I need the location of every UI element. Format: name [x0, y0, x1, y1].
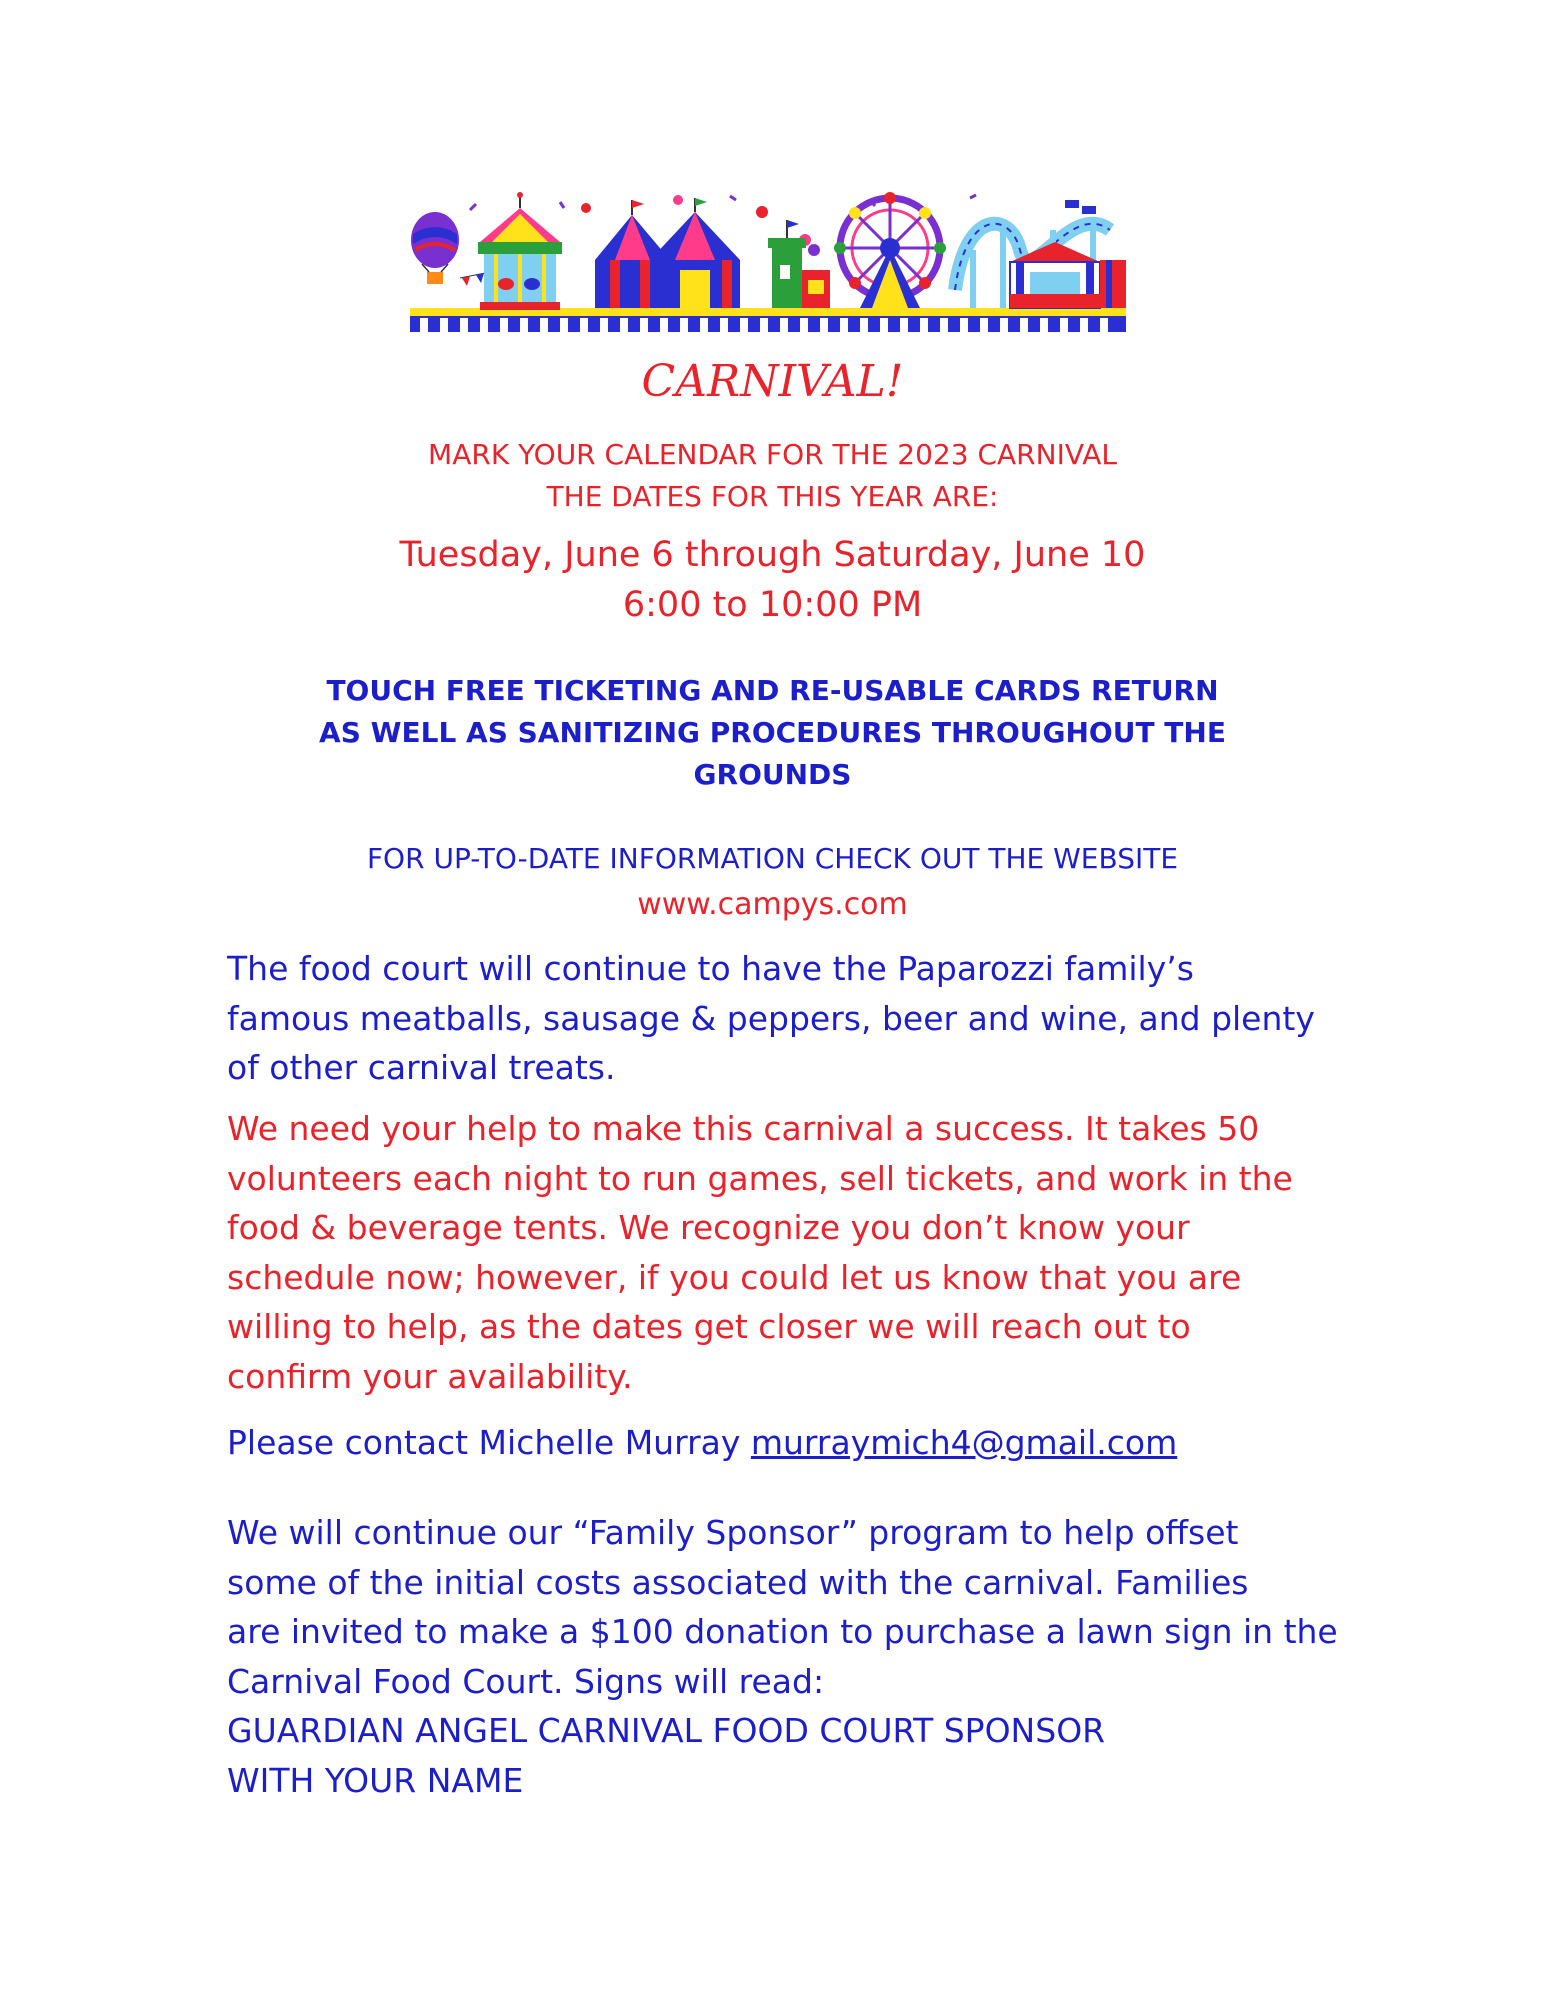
calendar-notice: [0, 434, 1545, 518]
carnival-banner: [410, 190, 1126, 332]
castle-icon: [768, 220, 830, 308]
paragraph-line: famous meatballs, sausage & peppers, beer and wine, and plenty: [227, 998, 1315, 1038]
event-dates: [0, 530, 1545, 630]
touch-free-line: TOUCH FREE TICKETING AND RE-USABLE CARDS RETURN: [326, 674, 1219, 707]
touch-free-line: AS WELL AS SANITIZING PROCEDURES THROUGHOUT THE: [319, 716, 1226, 749]
event-time: 6:00 to 10:00 PM: [622, 585, 923, 625]
contact-line: [227, 1418, 1337, 1468]
paragraph-line: are invited to make a $100 donation to purchase a lawn sign in the: [227, 1612, 1338, 1651]
paragraph-line: confirm your availability.: [227, 1356, 633, 1396]
contact-text: Please contact Michelle Murray: [227, 1423, 751, 1462]
touch-free-notice: [0, 670, 1545, 796]
paragraph-line: schedule now; however, if you could let us know that you are: [227, 1257, 1242, 1297]
food-court-paragraph: [227, 944, 1337, 1093]
website-info-text: FOR UP-TO-DATE INFORMATION CHECK OUT THE WEBSITE: [366, 842, 1179, 875]
paragraph-line: food & beverage tents. We recognize you don’t know your: [227, 1208, 1190, 1247]
website-link[interactable]: www.campys.com: [637, 887, 908, 922]
calendar-notice-line: THE DATES FOR THIS YEAR ARE:: [546, 480, 999, 513]
sign-text-line: WITH YOUR NAME: [227, 1760, 524, 1800]
paragraph-line: We need your help to make this carnival a success. It takes 50: [227, 1109, 1260, 1148]
paragraph-line: We will continue our “Family Sponsor” program to help offset: [227, 1513, 1239, 1552]
hot-air-balloon-icon: [411, 212, 459, 284]
volunteer-paragraph: [227, 1104, 1337, 1401]
ferris-wheel-icon: [834, 192, 946, 308]
calendar-notice-line: MARK YOUR CALENDAR FOR THE 2023 CARNIVAL: [428, 438, 1117, 471]
paragraph-line: of other carnival treats.: [227, 1048, 616, 1087]
paragraph-line: willing to help, as the dates get closer we will reach out to: [227, 1307, 1191, 1346]
paragraph-line: Carnival Food Court. Signs will read:: [227, 1661, 825, 1701]
paragraph-line: The food court will continue to have the Paparozzi family’s: [227, 949, 1194, 988]
paragraph-line: volunteers each night to run games, sell tickets, and work in the: [227, 1158, 1293, 1198]
event-date-range: Tuesday, June 6 through Saturday, June 10: [399, 535, 1146, 575]
touch-free-line: GROUNDS: [693, 758, 852, 791]
sign-text-line: GUARDIAN ANGEL CARNIVAL FOOD COURT SPONSOR: [227, 1711, 1106, 1750]
carousel-icon: [478, 192, 562, 310]
circus-tent-icon: [595, 198, 740, 308]
paragraph-line: some of the initial costs associated with the carnival. Families: [227, 1562, 1249, 1602]
contact-email-link[interactable]: murraymich4@gmail.com: [750, 1423, 1178, 1462]
sponsor-paragraph: [227, 1508, 1337, 1805]
page-title: CARNIVAL!: [641, 356, 904, 407]
